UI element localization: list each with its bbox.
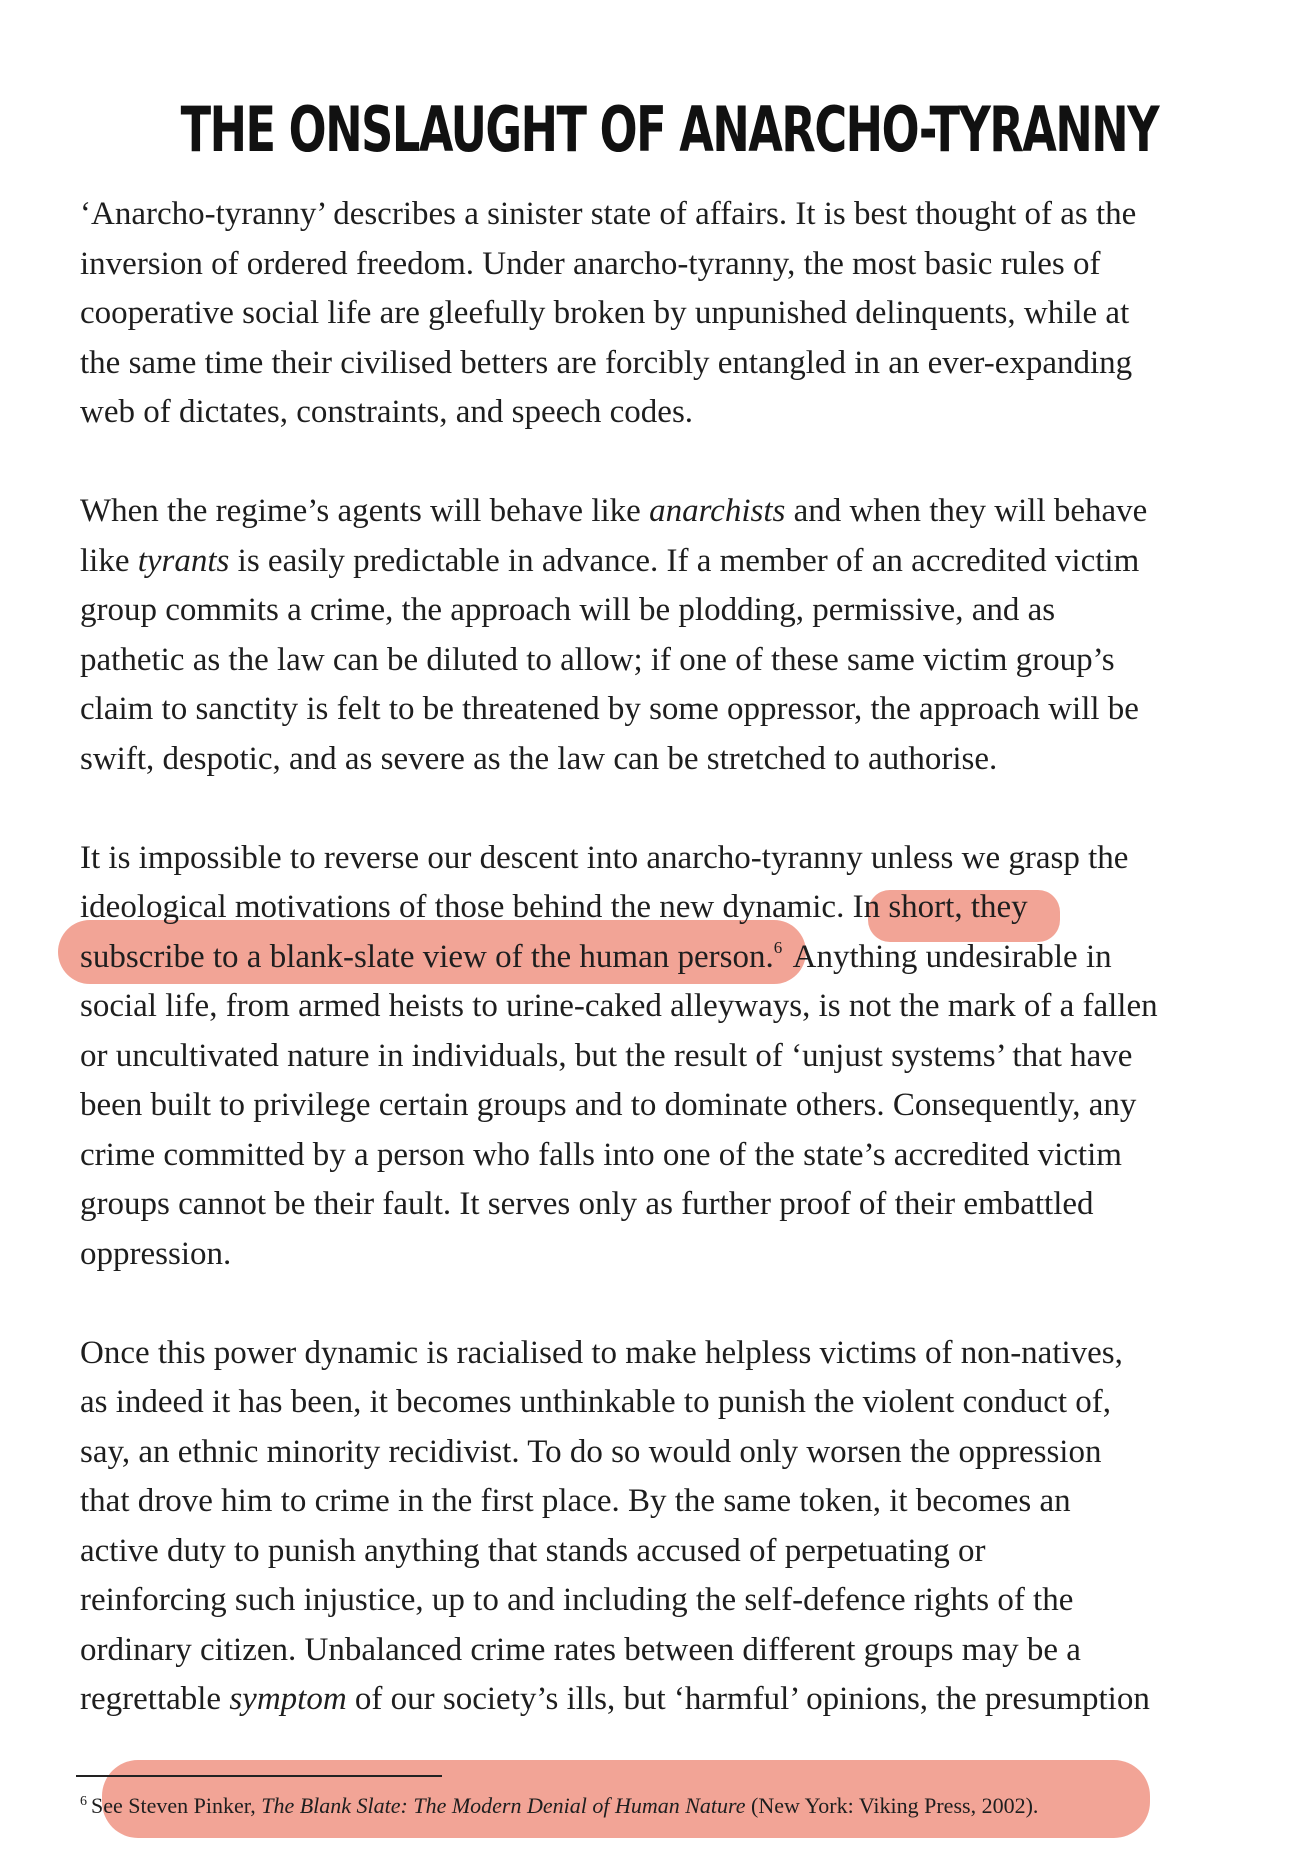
text-span: like [80,542,138,579]
paragraph-1 [80,190,1220,438]
text-line: oppression. [80,1235,232,1272]
text-line [80,1675,1220,1725]
text-line: or uncultivated nature in individuals, but the result of ‘unjust systems’ that have [80,1037,1133,1074]
footnote-reference[interactable]: 6 [773,937,783,957]
italic-text: anarchists [649,493,786,529]
body-text [80,190,1220,1725]
text-line: as indeed it has been, it becomes unthinkable to punish the violent conduct of, [80,1384,1112,1420]
text-line: swift, despotic, and as severe as the law can be stretched to authorise. [80,740,998,777]
footnote-book-title: The Blank Slate: The Modern Denial of Human Nature [261,1793,746,1818]
text-line: It is impossible to reverse our descent into anarcho-tyranny unless we grasp the [80,839,1129,876]
text-line: group commits a crime, the approach will be plodding, permissive, and as [80,592,1056,628]
footnote-mark: 6 [80,1794,87,1809]
footnote-text: (New York: Viking Press, 2002). [745,1793,1039,1818]
text-line: groups cannot be their fault. It serves only as further proof of their embattled [80,1186,1094,1222]
text-line: been built to privilege certain groups and to dominate others. Consequently, any [80,1087,1137,1123]
italic-text: tyrants [137,542,230,579]
text-line: inversion of ordered freedom. Under anarcho-tyranny, the most basic rules of [80,245,1101,282]
text-line: the same time their civilised betters are forcibly entangled in an ever-expanding [80,344,1133,381]
text-line [80,933,1220,983]
text-line: reinforcing such injustice, up to and including the self-defence rights of the [80,1582,1074,1618]
text-span: Anything undesirable in [786,938,1112,975]
text-line [80,883,1220,933]
text-line: that drove him to crime in the first place. By the same token, it becomes an [80,1483,1071,1519]
footnote [80,1786,1038,1822]
text-span: and when they will behave [785,493,1148,529]
text-line: social life, from armed heists to urine-caked alleyways, is not the mark of a fallen [80,988,1158,1024]
italic-text: symptom [229,1681,347,1717]
text-line: cooperative social life are gleefully broken by unpunished delinquents, while at [80,295,1130,331]
text-line: ‘Anarcho-tyranny’ describes a sinister state of affairs. It is best thought of as the [80,196,1137,232]
text-line: say, an ethnic minority recidivist. To do so would only worsen the oppression [80,1433,1102,1470]
text-line: active duty to punish anything that stands accused of perpetuating or [80,1532,986,1569]
text-line [80,537,1220,587]
paragraph-4 [80,1329,1220,1725]
text-span: is easily predictable in advance. If a member of an accredited victim [229,542,1140,579]
footnote-text: See Steven Pinker, [91,1793,262,1818]
highlighted-text: In short, they [852,889,1028,925]
footnote-divider [76,1775,442,1777]
text-line: web of dictates, constraints, and speech codes. [80,394,694,430]
text-line [80,487,1220,537]
page-title: THE ONSLAUGHT OF ANARCHO-TYRANNY [180,93,1159,166]
text-span: ideological motivations of those behind the new dynamic. [80,889,853,925]
text-line: pathetic as the law can be diluted to allow; if one of these same victim group’s [80,641,1115,678]
paragraph-2 [80,487,1220,784]
text-line: claim to sanctity is felt to be threatened by some oppressor, the approach will be [80,691,1139,727]
paragraph-3 [80,834,1220,1280]
text-line: ordinary citizen. Unbalanced crime rates between different groups may be a [80,1631,1081,1668]
text-line: crime committed by a person who falls into one of the state’s accredited victim [80,1136,1122,1173]
text-line: Once this power dynamic is racialised to make helpless victims of non-natives, [80,1334,1123,1371]
text-span: of our society’s ills, but ‘harmful’ opinions, the presumption [346,1681,1150,1717]
highlighted-text: subscribe to a blank-slate view of the human person. [80,938,774,975]
text-span: When the regime’s agents will behave like [80,493,650,529]
text-span: regrettable [80,1681,230,1717]
